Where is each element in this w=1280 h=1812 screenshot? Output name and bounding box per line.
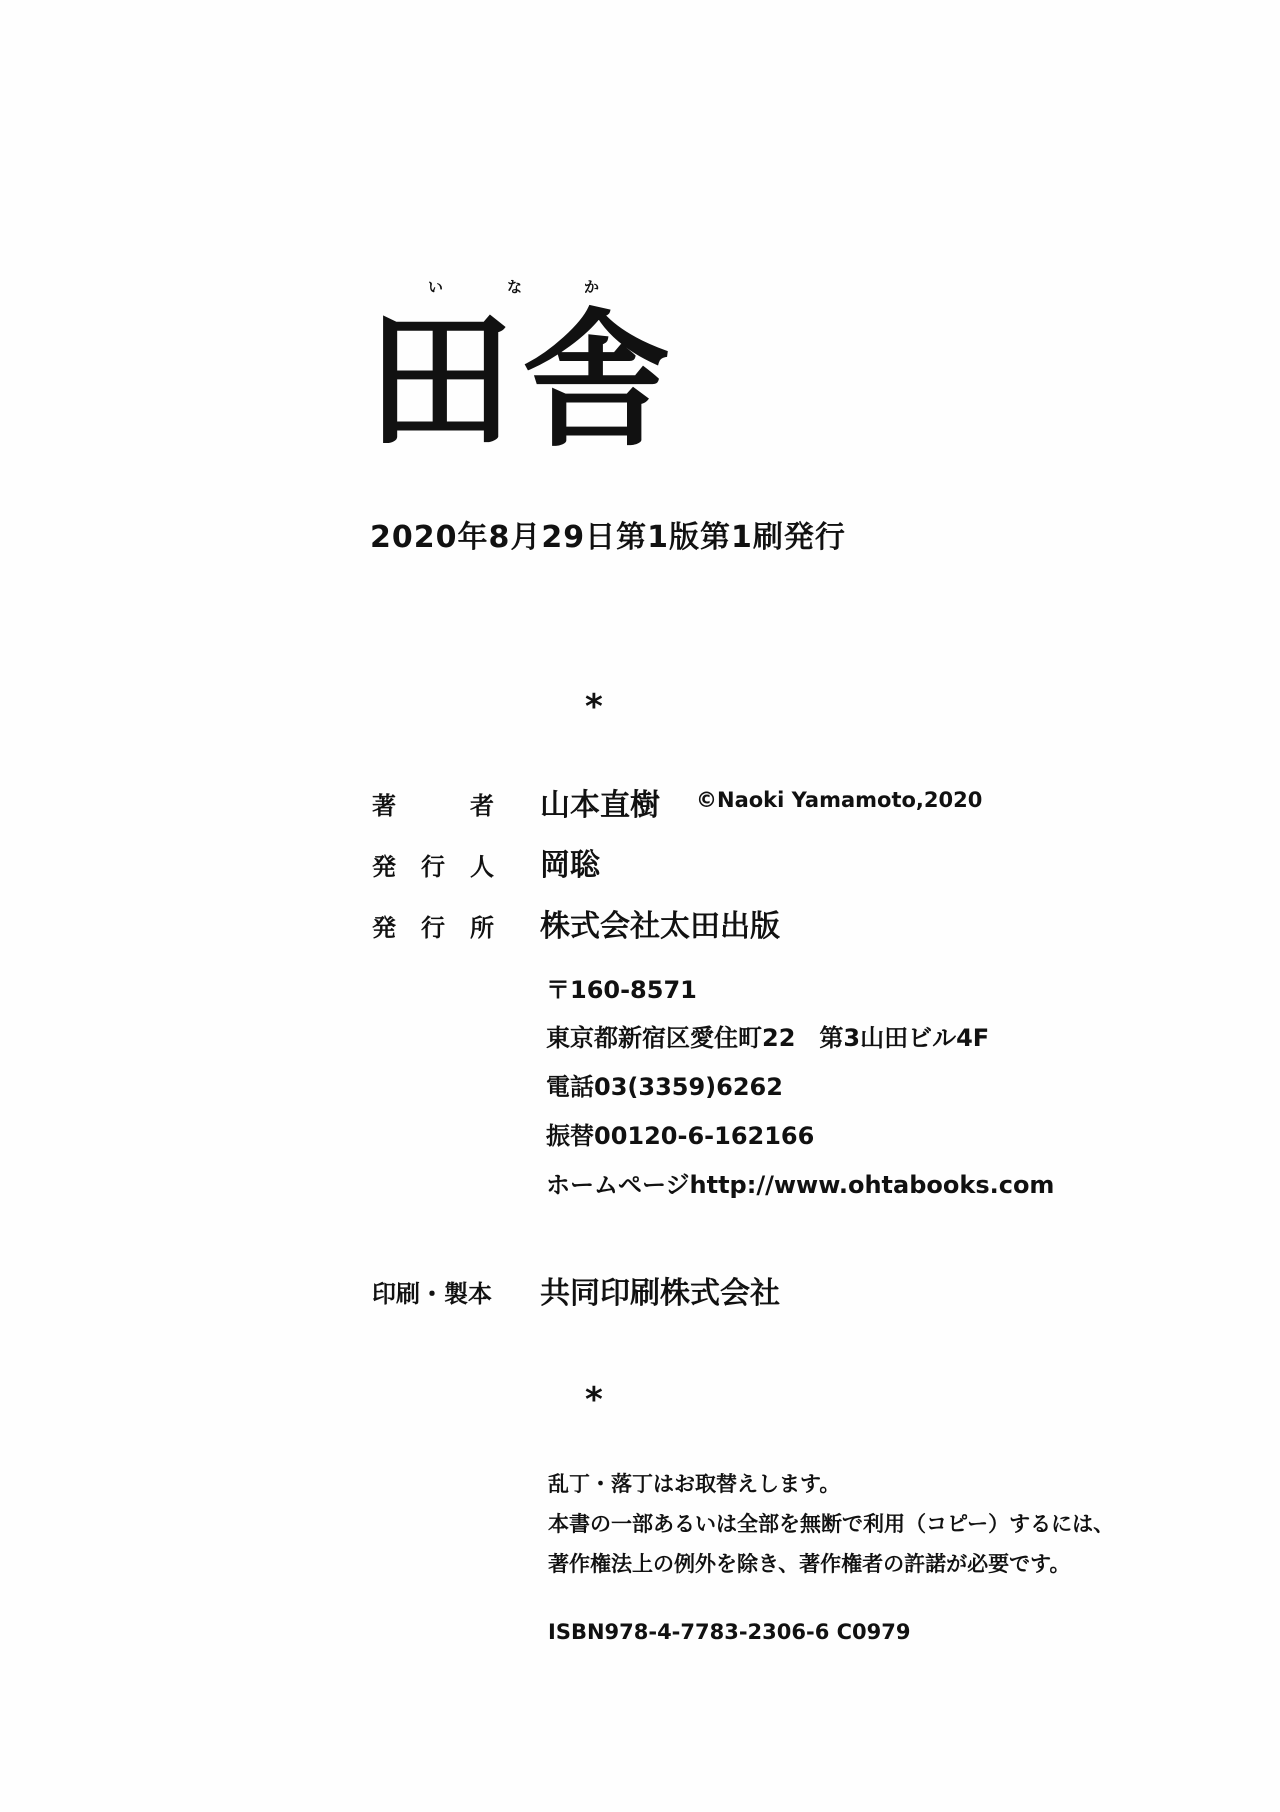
publisher-person-label-char: 行: [421, 853, 445, 881]
title-ruby-3: か: [584, 278, 600, 296]
publisher-label-char: 発: [372, 914, 396, 942]
copyright-note-line2: 著作権法上の例外を除き、著作権者の許諾が必要です。: [548, 1552, 1071, 1576]
title-ruby-2: な: [507, 278, 523, 296]
publisher-label: [372, 908, 494, 943]
publisher-person-label-char: 発: [372, 853, 396, 881]
postal-code: 〒160-8571: [546, 976, 697, 1004]
printing-label: 印刷・製本: [372, 1280, 492, 1308]
homepage-url: ホームページhttp://www.ohtabooks.com: [546, 1171, 1055, 1199]
copyright-note-line1: 本書の一部あるいは全部を無断で利用（コピー）するには、: [548, 1512, 1115, 1536]
author-label-char: 著: [372, 792, 396, 820]
publisher-person-label-char: 人: [470, 853, 494, 881]
copyright-notice: ©Naoki Yamamoto,2020: [696, 788, 983, 812]
author-label-char: 者: [470, 792, 494, 820]
author-label: [372, 786, 494, 821]
publisher-person: 岡聡: [540, 848, 600, 883]
printing-company: 共同印刷株式会社: [540, 1276, 780, 1311]
title-ruby-1: い: [428, 278, 444, 296]
publisher-label-char: 所: [470, 914, 494, 942]
publication-date: 2020年8月29日第1版第1刷発行: [370, 520, 846, 555]
separator-asterisk: *: [585, 1380, 603, 1420]
publisher-name: 株式会社太田出版: [540, 909, 780, 944]
isbn-code: ISBN978-4-7783-2306-6 C0979: [548, 1620, 911, 1644]
phone-number: 電話03(3359)6262: [546, 1073, 783, 1101]
street-address: 東京都新宿区愛住町22 第3山田ビル4F: [546, 1024, 990, 1052]
separator-asterisk: *: [585, 687, 603, 727]
publisher-person-label: [372, 847, 494, 882]
publisher-label-char: 行: [421, 914, 445, 942]
replacement-note: 乱丁・落丁はお取替えします。: [548, 1472, 841, 1496]
transfer-account: 振替00120-6-162166: [546, 1122, 815, 1150]
book-title: 田舎: [366, 293, 678, 467]
author-name: 山本直樹: [540, 788, 660, 823]
